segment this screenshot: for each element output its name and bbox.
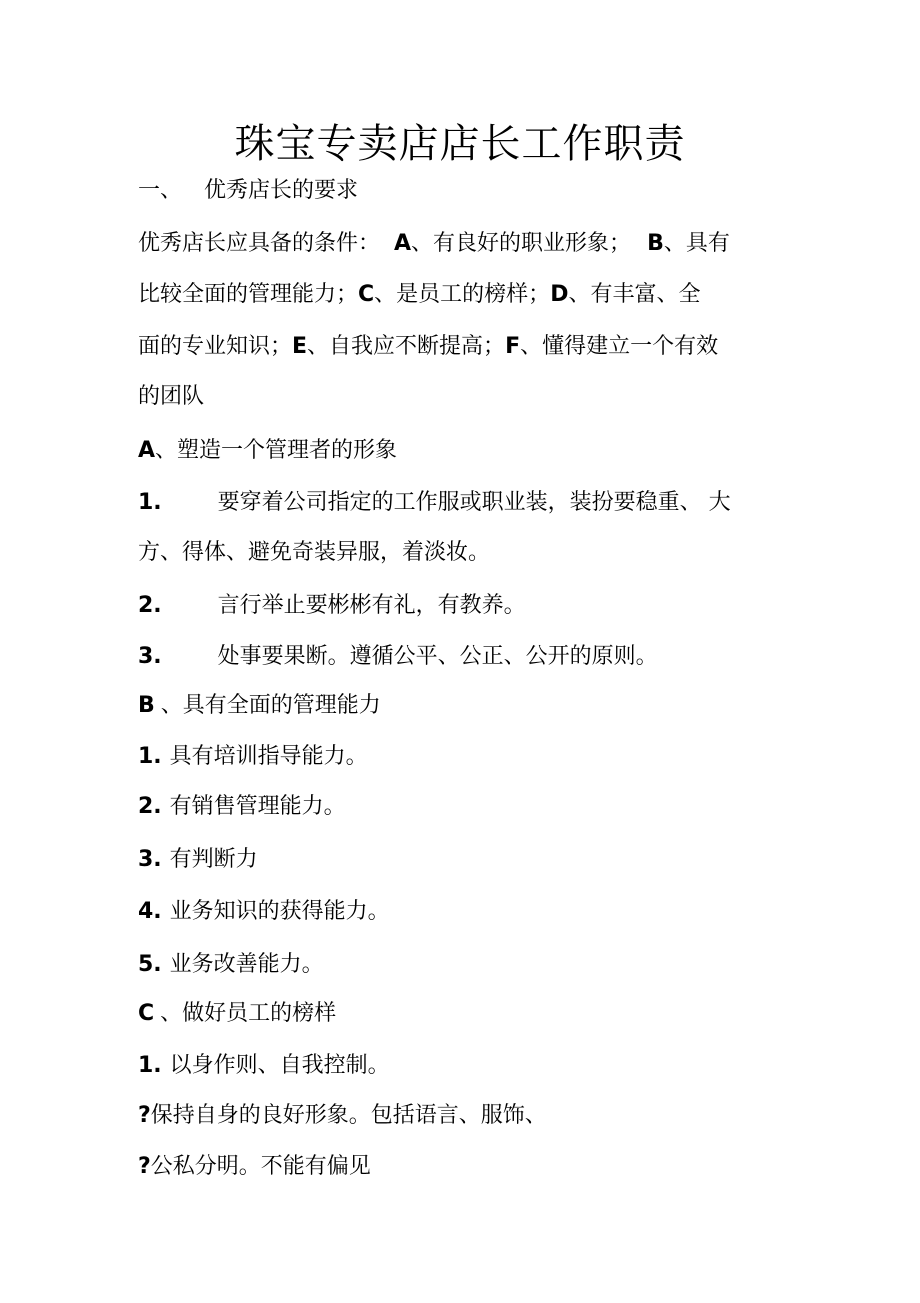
item-number: 1. xyxy=(138,1053,162,1078)
item-number: 1. xyxy=(138,490,162,515)
item-text: 有判断力 xyxy=(169,847,258,872)
item-number: 5. xyxy=(138,952,162,977)
letter-marker: E xyxy=(292,334,308,359)
paragraph-line-3 xyxy=(138,332,718,362)
paragraph-line-4: 的团队 xyxy=(138,384,205,409)
letter-marker: B xyxy=(138,693,155,718)
heading-text: 优秀店长的要求 xyxy=(204,178,359,203)
letter-marker: A xyxy=(394,231,412,256)
letter-marker: D xyxy=(550,282,569,307)
text-run: 面的专业知识； xyxy=(138,334,293,359)
section-a-item-3 xyxy=(138,642,658,672)
item-number: 2. xyxy=(138,794,162,819)
item-text: 处事要果断。遵循公平、公正、公开的原则。 xyxy=(217,644,658,669)
bullet-text: 保持自身的良好形象。包括语言、服饰、 xyxy=(150,1103,547,1128)
item-text: 以身作则、自我控制。 xyxy=(169,1053,390,1078)
item-text: 具有培训指导能力。 xyxy=(169,744,368,769)
item-number: 4. xyxy=(138,899,162,924)
bullet-marker: ? xyxy=(138,1103,151,1128)
section-a-item-1 xyxy=(138,488,731,518)
section-title: 、具有全面的管理能力 xyxy=(160,693,381,718)
item-text: 有销售管理能力。 xyxy=(169,794,346,819)
section-c-bullet-1 xyxy=(138,1101,547,1131)
section-a-heading xyxy=(138,436,397,466)
document-title: 珠宝专卖店店长工作职责 xyxy=(234,121,686,167)
letter-marker: F xyxy=(505,334,521,359)
text-run: 、有丰富、全 xyxy=(568,282,701,307)
section-c-bullet-2 xyxy=(138,1152,371,1182)
section-b-item xyxy=(138,845,258,875)
item-number: 1. xyxy=(138,744,162,769)
text-run: 、是员工的榜样； xyxy=(374,282,551,307)
text-run: 优秀店长应具备的条件： xyxy=(138,231,381,256)
text-run: 、懂得建立一个有效 xyxy=(520,334,719,359)
item-text: 要穿着公司指定的工作服或职业装，装扮要稳重、 大 xyxy=(217,490,731,515)
letter-marker: C xyxy=(358,282,375,307)
item-text: 业务知识的获得能力。 xyxy=(169,899,390,924)
item-number: 2. xyxy=(138,593,162,618)
section-c-item-1 xyxy=(138,1051,390,1081)
section-a-item-1-continued: 方、得体、避免奇装异服，着淡妆。 xyxy=(138,540,491,565)
section-b-item xyxy=(138,742,368,772)
section-title: 、做好员工的榜样 xyxy=(160,1001,337,1026)
section-b-heading xyxy=(138,691,381,721)
section-b-item xyxy=(138,897,390,927)
section-a-item-2 xyxy=(138,591,526,621)
letter-marker: B xyxy=(647,231,664,256)
bullet-text: 公私分明。不能有偏见 xyxy=(150,1154,371,1179)
section-title: 、塑造一个管理者的形象 xyxy=(155,438,398,463)
paragraph-line-1 xyxy=(138,229,730,259)
item-text: 业务改善能力。 xyxy=(169,952,324,977)
bullet-marker: ? xyxy=(138,1154,151,1179)
section-b-item xyxy=(138,792,346,822)
heading-number: 一、 xyxy=(138,178,183,203)
letter-marker: C xyxy=(138,1001,155,1026)
text-run: 比较全面的管理能力； xyxy=(138,282,359,307)
text-run: 、有良好的职业形象； xyxy=(411,231,632,256)
text-run: 、具有 xyxy=(663,231,730,256)
heading-1 xyxy=(138,176,358,206)
item-number: 3. xyxy=(138,847,162,872)
item-number: 3. xyxy=(138,644,162,669)
paragraph-line-2 xyxy=(138,280,700,310)
section-c-heading xyxy=(138,999,336,1029)
letter-marker: A xyxy=(138,438,156,463)
item-text: 言行举止要彬彬有礼，有教养。 xyxy=(217,593,526,618)
section-b-item xyxy=(138,950,324,980)
text-run: 、自我应不断提高； xyxy=(307,334,506,359)
